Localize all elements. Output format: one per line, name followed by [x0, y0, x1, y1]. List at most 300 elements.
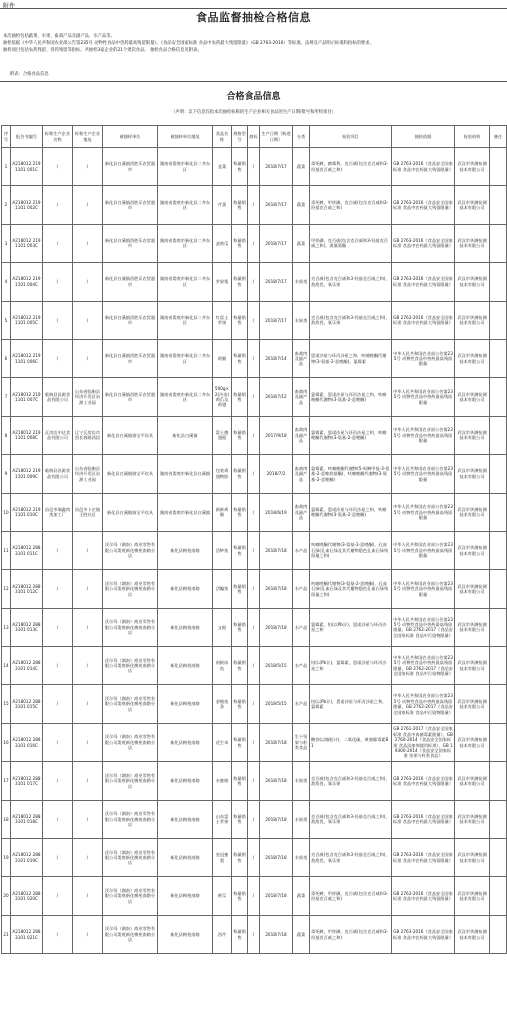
- table-cell: A218012 2191101 003C: [11, 224, 43, 262]
- table-cell: 毒死蜱，腐霉利，克百威(包含克百威和3-羟基克百威之和): [310, 148, 392, 186]
- table-cell: 武汉市华测检测技术有限公司: [455, 531, 490, 569]
- table-cell: 新化县梅苑南路: [158, 839, 213, 877]
- table-cell: 湖南省娄底市新化县白溪镇: [158, 455, 213, 493]
- table-cell: 呋喃唑酮代谢物(3-氨基-2-恶唑酮)，孔雀石绿(孔雀石绿及其代谢物隐色孔雀石绿残留量之和): [310, 531, 392, 569]
- table-cell: 3: [2, 224, 11, 262]
- table-cell: [490, 723, 507, 761]
- table-cell: /: [248, 685, 260, 723]
- table-cell: /: [73, 148, 103, 186]
- table-cell: /: [43, 224, 73, 262]
- table-header-row: [2, 126, 507, 148]
- table-cell: 新化县白溪镇西胜乐农贸超市: [103, 301, 158, 339]
- table-cell: /: [73, 224, 103, 262]
- table-row: [2, 416, 507, 454]
- table-cell: 8: [2, 416, 11, 454]
- table-cell: 新化县梅苑南路: [158, 570, 213, 608]
- table-cell: 武汉市华测检测技术有限公司: [455, 186, 490, 224]
- table-row: [2, 915, 507, 953]
- table-cell: [490, 915, 507, 953]
- table-cell: 活鳊鱼: [213, 570, 232, 608]
- table-cell: 称量销售: [232, 339, 248, 377]
- table-cell: /: [248, 915, 260, 953]
- table-cell: A218012 2191101 005C: [11, 301, 43, 339]
- table-cell: 武汉市华测检测技术有限公司: [455, 647, 490, 685]
- table-cell: 新化县白溪镇西胜乐农贸超市: [103, 263, 158, 301]
- table-cell: 沃尔玛（湖南）商业零售有限公司娄底新化梅苑南路分店: [103, 839, 158, 877]
- table-cell: 武汉市华测检测技术有限公司: [455, 263, 490, 301]
- table-cell: 生干坚果与籽类食品: [293, 723, 310, 761]
- table-cell: 毒死蜱，甲拌磷，克百威(包含克百威和3-羟基克百威之和): [310, 186, 392, 224]
- table-cell: 17: [2, 762, 11, 800]
- table-cell: /: [43, 608, 73, 646]
- table-cell: 蔬菜: [293, 148, 310, 186]
- table-cell: 21: [2, 915, 11, 953]
- table-cell: 沃尔玛（湖南）商业零售有限公司娄底新化梅苑南路分店: [103, 915, 158, 953]
- table-cell: /: [248, 263, 260, 301]
- table-cell: /: [43, 186, 73, 224]
- table-cell: 克百威(包含克百威和3-羟基克百威之和)，敌敌畏，氧乐果: [310, 263, 392, 301]
- table-cell: /: [73, 877, 103, 915]
- table-cell: 畜禽肉及副产品: [293, 416, 310, 454]
- table-row: [2, 224, 507, 262]
- table-cell: 南极冰鱼: [213, 647, 232, 685]
- table-row: [2, 455, 507, 493]
- table-cell: 新化县白溪镇西胜乐农贸超市: [103, 339, 158, 377]
- table-cell: 武汉市华测检测技术有限公司: [455, 608, 490, 646]
- table-cell: [490, 800, 507, 838]
- table-cell: /: [43, 148, 73, 186]
- table-cell: A218012 2883101 012C: [11, 570, 43, 608]
- table-cell: GB 2763-2016《食品安全国家标准 食品中农药最大残留限量》: [392, 762, 455, 800]
- table-row: [2, 531, 507, 569]
- table-cell: /: [73, 647, 103, 685]
- table-cell: GB 2763-2016《食品安全国家标准 食品中农药最大残留限量》: [392, 224, 455, 262]
- table-cell: 湖南省娄底市新化县二井东区: [158, 224, 213, 262]
- table-cell: 新化县白溪镇骆宝平炊具: [103, 416, 158, 454]
- table-cell: 沃尔玛（湖南）商业零售有限公司娄底新化梅苑南路分店: [103, 570, 158, 608]
- table-cell: [490, 301, 507, 339]
- table-cell: GB 2763-2016《食品安全国家标准 食品中农药最大残留限量》: [392, 148, 455, 186]
- table-cell: 2018/7/17: [260, 224, 293, 262]
- table-cell: /: [248, 647, 260, 685]
- attachment-label: 附表：合格食品信息: [10, 72, 49, 77]
- table-cell: 富士德翅根: [213, 416, 232, 454]
- table-cell: 沃尔玛（湖南）商业零售有限公司娄底新化梅苑南路分店: [103, 877, 158, 915]
- table-cell: 称量销售: [232, 723, 248, 761]
- table-cell: 毒死蜱，甲拌磷，克百威(包含克百威和3-羟基克百威之和): [310, 877, 392, 915]
- table-cell: 2018/7/17: [260, 148, 293, 186]
- table-cell: 10: [2, 493, 11, 531]
- column-header: 标称生产企业地址: [73, 126, 103, 148]
- table-cell: 沃尔玛（湖南）商业零售有限公司娄底新化梅苑南路分店: [103, 762, 158, 800]
- column-header: 备注: [490, 126, 507, 148]
- table-cell: 武汉市华测检测技术有限公司: [455, 493, 490, 531]
- table-cell: [490, 186, 507, 224]
- table-cell: [490, 416, 507, 454]
- table-cell: 沃尔玛（湖南）商业零售有限公司娄底新化梅苑南路分店: [103, 723, 158, 761]
- table-cell: /: [43, 762, 73, 800]
- table-cell: 新化县梅苑南路: [158, 762, 213, 800]
- table-cell: 18: [2, 800, 11, 838]
- table-cell: 韭菜: [213, 148, 232, 186]
- table-cell: 沃尔玛（湖南）商业零售有限公司娄底新化梅苑南路分店: [103, 685, 158, 723]
- table-cell: 氯霉素，呋喃唑酮代谢物(5-吗啉甲基-3-氨基-2-恶唑烷基酮)，呋喃唑酮代谢物(3-氨基-2-恶唑酮): [310, 455, 392, 493]
- table-cell: /: [73, 800, 103, 838]
- table-cell: GB 2763-2016《食品安全国家标准 食品中农药最大残留限量》: [392, 877, 455, 915]
- intro-text: [3, 33, 504, 54]
- table-cell: 武汉市华测检测技术有限公司: [455, 148, 490, 186]
- table-cell: 2018/7/18: [260, 531, 293, 569]
- intro-line: 抽检依据《中华人民共和国农业部公告第235号 动物性食品中兽药最高残留限量》、《食品安全国家标准 食品中农药最大残留限量》（GB 2763-2016）等标准。法规及产品明示标准和指标的要求。: [3, 41, 374, 46]
- table-cell: 武汉市华测检测技术有限公司: [455, 455, 490, 493]
- table-cell: [490, 339, 507, 377]
- table-cell: [490, 839, 507, 877]
- table-cell: 称量销售: [232, 148, 248, 186]
- table-cell: 氯霉素，恩诺沙星与环丙沙星之和，呋喃唑酮代谢物(3-氨基-2-恶唑酮): [310, 378, 392, 416]
- table-cell: A218012 2883101 011C: [11, 531, 43, 569]
- table-cell: 苹果梨: [213, 263, 232, 301]
- table-cell: GB 2763-2016《食品安全国家标准 食品中农药最大残留限量》: [392, 800, 455, 838]
- table-cell: /: [43, 800, 73, 838]
- table-cell: 2017/9/18: [260, 416, 293, 454]
- table-cell: 凌黄瓜: [213, 224, 232, 262]
- table-cell: 武汉市华测检测技术有限公司: [455, 877, 490, 915]
- column-header: 食品名称: [213, 126, 232, 148]
- table-cell: 铅(以Pb计)，氯霉素，恩诺沙星与环丙沙星之和: [310, 647, 392, 685]
- table-cell: 称量销售: [232, 608, 248, 646]
- section-divider: [0, 81, 507, 82]
- table-cell: A218012 2883101 014C: [11, 647, 43, 685]
- table-cell: /: [248, 455, 260, 493]
- table-cell: 氯霉素，铅(以Pb计)，恩诺沙星与环丙沙星之和: [310, 608, 392, 646]
- table-cell: [490, 455, 507, 493]
- table-cell: 水产品: [293, 647, 310, 685]
- table-cell: /: [248, 570, 260, 608]
- table-cell: 中华人民共和国农业部公告第235号 动物性食品中兽药最高残留限量: [392, 531, 455, 569]
- table-cell: 2018/6/19: [260, 493, 293, 531]
- column-header: 序号: [2, 126, 11, 148]
- table-cell: 活鲈鱼: [213, 531, 232, 569]
- table-cell: 水果类: [293, 762, 310, 800]
- document-title: 食品监督抽检合格信息: [196, 11, 311, 24]
- table-cell: /: [248, 186, 260, 224]
- table-cell: 13: [2, 608, 11, 646]
- table-cell: /: [248, 339, 260, 377]
- column-header: 生产日期（购进日期）: [260, 126, 293, 148]
- table-cell: 水产品: [293, 531, 310, 569]
- table-cell: 畜禽肉及副产品: [293, 339, 310, 377]
- table-cell: [490, 263, 507, 301]
- table-cell: 芹菜: [213, 186, 232, 224]
- table-cell: 6: [2, 339, 11, 377]
- qualified-food-table: [1, 125, 507, 954]
- table-cell: /: [73, 186, 103, 224]
- table-cell: /: [43, 301, 73, 339]
- table-cell: 湖南省娄底市新化县二井东区: [158, 339, 213, 377]
- table-cell: 新化县梅苑南路: [158, 531, 213, 569]
- table-cell: 武汉市华测检测技术有限公司: [455, 723, 490, 761]
- table-cell: 湖南省娄底市新化县二井东区: [158, 148, 213, 186]
- column-header: 被抽样单位: [103, 126, 158, 148]
- table-cell: GB 2763-2016《食品安全国家标准 食品中农药最大残留限量》: [392, 301, 455, 339]
- table-cell: 湖南省娄底市新化县二井东区: [158, 378, 213, 416]
- table-cell: 称量销售: [232, 416, 248, 454]
- table-cell: 新化县梅苑南路: [158, 800, 213, 838]
- table-cell: 2018/7/18: [260, 608, 293, 646]
- table-row: [2, 570, 507, 608]
- table-cell: A218012 2883101 018C: [11, 800, 43, 838]
- table-cell: 9: [2, 455, 11, 493]
- table-cell: 20: [2, 877, 11, 915]
- table-cell: 称量销售: [232, 263, 248, 301]
- table-cell: 武汉市华测检测技术有限公司: [455, 339, 490, 377]
- table-cell: 中华人民共和国农业部公告第235号 动物性食品中兽药最高残留限量: [392, 378, 455, 416]
- table-cell: 沃尔玛（湖南）商业零售有限公司娄底新化梅苑南路分店: [103, 647, 158, 685]
- table-cell: 新化县白溪镇西胜乐农贸超市: [103, 186, 158, 224]
- table-cell: 山东省临朐县经济开发区冶源工业园: [73, 455, 103, 493]
- table-cell: 新化县白溪镇西胜乐农贸超市: [103, 378, 158, 416]
- table-cell: A218012 2883101 015C: [11, 685, 43, 723]
- table-cell: 称量销售: [232, 186, 248, 224]
- table-row: [2, 800, 507, 838]
- table-cell: /: [73, 839, 103, 877]
- table-cell: 中华人民共和国农业部公告第235号 动物性食品中兽药最高残留限量，GB 2762-2017《食品安全国家标准 食品中污染物限量》: [392, 647, 455, 685]
- table-cell: 金鲳鱼条: [213, 685, 232, 723]
- column-header: 报告书编号: [11, 126, 43, 148]
- table-cell: 武汉市华测检测技术有限公司: [455, 685, 490, 723]
- table-cell: 湖南省娄底市新化县二井东区: [158, 263, 213, 301]
- table-cell: 称量销售: [232, 531, 248, 569]
- table-cell: 蔬菜: [293, 915, 310, 953]
- table-cell: 2018/7/18: [260, 839, 293, 877]
- table-cell: 12: [2, 570, 11, 608]
- table-cell: 黄瓜: [213, 877, 232, 915]
- table-body: [2, 148, 507, 954]
- table-cell: A218012 2883101 013C: [11, 608, 43, 646]
- table-cell: /: [43, 263, 73, 301]
- table-cell: 沃尔玛（湖南）商业零售有限公司娄底新化梅苑南路分店: [103, 800, 158, 838]
- table-cell: /: [248, 378, 260, 416]
- table-cell: 2018/5/15: [260, 685, 293, 723]
- table-cell: [490, 224, 507, 262]
- table-cell: 中华人民共和国农业部公告第235号 动物性食品中兽药最高残留限量，GB 2762-2017《食品安全国家标准 食品中污染物限量》: [392, 608, 455, 646]
- table-cell: A218012 2883101 016C: [11, 723, 43, 761]
- table-cell: /: [73, 263, 103, 301]
- table-cell: 蔬菜: [293, 224, 310, 262]
- table-cell: 7: [2, 378, 11, 416]
- section-title: 合格食品信息: [226, 92, 281, 102]
- table-cell: [490, 762, 507, 800]
- table-cell: 克百威(包含克百威和3-羟基克百威之和)，敌敌畏，氧乐果: [310, 301, 392, 339]
- table-cell: 武汉市华测检测技术有限公司: [455, 800, 490, 838]
- table-cell: 新化县白溪镇西胜乐农贸超市: [103, 224, 158, 262]
- table-cell: 文蛤: [213, 608, 232, 646]
- column-header: 抽检依据: [392, 126, 455, 148]
- table-cell: 新化县梅苑南路: [158, 647, 213, 685]
- table-cell: 5: [2, 301, 11, 339]
- table-cell: 中华人民共和国农业部公告第235号 动物性食品中兽药最高残留限量: [392, 416, 455, 454]
- table-cell: 包装鸡翅鸭胗: [213, 455, 232, 493]
- table-cell: 氯霉素，恩诺沙星与环丙沙星之和，呋喃唑酮代谢物(3-氨基-2-恶唑酮): [310, 416, 392, 454]
- column-header: 分类: [293, 126, 310, 148]
- table-cell: 新化县白溪镇骆宝平炊具: [103, 455, 158, 493]
- table-cell: A218012 2883101 019C: [11, 839, 43, 877]
- table-cell: 沃尔玛（湖南）商业零售有限公司娄底新化梅苑南路分店: [103, 531, 158, 569]
- table-cell: 2: [2, 186, 11, 224]
- table-row: [2, 647, 507, 685]
- table-cell: 19: [2, 839, 11, 877]
- table-cell: 500g×2(冷冻)鸡爪及鸡翅: [213, 378, 232, 416]
- table-cell: /: [248, 531, 260, 569]
- table-cell: A218012 2191101 008C: [11, 416, 43, 454]
- table-cell: 15: [2, 685, 11, 723]
- table-cell: /: [248, 877, 260, 915]
- table-cell: [490, 493, 507, 531]
- table-row: [2, 148, 507, 186]
- table-cell: 称量销售: [232, 301, 248, 339]
- table-cell: 甲拌磷，克百威(包含克百威和3-羟基克百威之和)，溴氰菊酯: [310, 224, 392, 262]
- table-cell: 2018/7/18: [260, 915, 293, 953]
- table-cell: 武汉市华测检测技术有限公司: [455, 915, 490, 953]
- table-cell: [490, 570, 507, 608]
- table-cell: 红富士苹果: [213, 301, 232, 339]
- table-cell: GB 2761-2017《食品安全国家标准 食品中真菌毒素限量》，GB 2760-2014《食品安全国家标准 食品添加剂使用标准》，GB 19300-2014《食品安全国家标准 坚果与籽类食品》: [392, 723, 455, 761]
- table-cell: 水产品: [293, 570, 310, 608]
- table-cell: /: [43, 877, 73, 915]
- table-cell: /: [248, 800, 260, 838]
- table-cell: 新化县梅苑南路: [158, 685, 213, 723]
- intro-line: 抽检项目包括农药残留、兽药残留等指标。共抽检3家企业的21个批次食品。 抽检食品合格信息见附表。: [3, 48, 202, 53]
- table-cell: /: [248, 416, 260, 454]
- table-cell: /: [43, 531, 73, 569]
- table-cell: 昌邑市卜庄镇王胜社区: [73, 493, 103, 531]
- table-cell: 2018/7/18: [260, 877, 293, 915]
- table-cell: GB 2763-2016《食品安全国家标准 食品中农药最大残留限量》: [392, 915, 455, 953]
- table-cell: 新化县梅苑南路: [158, 877, 213, 915]
- table-cell: 蔬菜: [293, 186, 310, 224]
- table-cell: /: [73, 723, 103, 761]
- table-cell: 称量销售: [232, 224, 248, 262]
- table-cell: /: [73, 762, 103, 800]
- table-cell: 武汉市华测检测技术有限公司: [455, 416, 490, 454]
- table-cell: 2018/7/17: [260, 186, 293, 224]
- table-cell: 2018/5/15: [260, 647, 293, 685]
- table-cell: GB 2763-2016《食品安全国家标准 食品中农药最大残留限量》: [392, 839, 455, 877]
- table-cell: 酸价(以脂肪计)，二氧化硫，黄曲霉毒素B1: [310, 723, 392, 761]
- table-cell: A218012 2883101 021C: [11, 915, 43, 953]
- table-cell: A218012 2191101 006C: [11, 339, 43, 377]
- table-cell: /: [73, 301, 103, 339]
- table-cell: 畜禽肉及副产品: [293, 493, 310, 531]
- table-cell: /: [43, 339, 73, 377]
- table-row: [2, 186, 507, 224]
- table-cell: 山东富士苹果: [213, 800, 232, 838]
- table-cell: 新化县梅苑南路: [158, 723, 213, 761]
- table-cell: 中华人民共和国农业部公告第235号 动物性食品中兽药最高残留限量: [392, 455, 455, 493]
- table-cell: 水产品: [293, 608, 310, 646]
- table-cell: /: [248, 762, 260, 800]
- table-cell: 2018/7/18: [260, 570, 293, 608]
- table-cell: /: [248, 839, 260, 877]
- table-cell: /: [248, 224, 260, 262]
- table-cell: 蔬菜: [293, 877, 310, 915]
- table-cell: A218012 2191101 007C: [11, 378, 43, 416]
- table-cell: [490, 877, 507, 915]
- table-row: [2, 723, 507, 761]
- column-header: 标称生产企业名称: [43, 126, 73, 148]
- table-cell: 称量销售: [232, 570, 248, 608]
- table-cell: 中华人民共和国农业部公告第235号 动物性食品中兽药最高残留限量: [392, 339, 455, 377]
- table-cell: 新鲜鸡腿: [213, 493, 232, 531]
- table-cell: 昌邑市瑞鑫肉类加工厂: [43, 493, 73, 531]
- table-cell: [490, 647, 507, 685]
- table-cell: 中华人民共和国农业部公告第235号 动物性食品中兽药最高残留限量: [392, 493, 455, 531]
- table-cell: 克百威(包含克百威和3-羟基克百威之和)，敌敌畏，氧乐果: [310, 762, 392, 800]
- table-cell: 沃尔玛（湖南）商业零售有限公司娄底新化梅苑南路分店: [103, 608, 158, 646]
- table-cell: /: [73, 915, 103, 953]
- table-cell: 铅(以Pb计)，恩诺沙星与环丙沙星之和，氯霉素: [310, 685, 392, 723]
- table-cell: 水果类: [293, 800, 310, 838]
- table-cell: A218012 2191101 001C: [11, 148, 43, 186]
- table-cell: 新化县梅苑南路: [158, 915, 213, 953]
- table-cell: 武汉市华测检测技术有限公司: [455, 378, 490, 416]
- table-row: [2, 685, 507, 723]
- table-cell: /: [248, 301, 260, 339]
- table-cell: 2018/7/18: [260, 723, 293, 761]
- table-cell: 称量销售: [232, 685, 248, 723]
- table-cell: 2018/7/12: [260, 378, 293, 416]
- table-cell: 中华人民共和国农业部公告第235号 动物性食品中兽药最高残留限量: [392, 570, 455, 608]
- table-cell: 武汉市华测检测技术有限公司: [455, 224, 490, 262]
- intro-line: 本次抽检包括蔬菜、水果、畜禽产品及副产品、水产品等。: [3, 34, 115, 39]
- table-cell: 1: [2, 148, 11, 186]
- table-cell: 称量销售: [232, 877, 248, 915]
- table-cell: 克百威(包含克百威和3-羟基克百威之和)，敌敌畏，氧乐果: [310, 839, 392, 877]
- table-cell: [490, 685, 507, 723]
- table-row: [2, 608, 507, 646]
- table-cell: 鸡腿: [213, 339, 232, 377]
- column-header: 规格型号: [232, 126, 248, 148]
- table-cell: 呋喃唑酮代谢物(3-氨基-2-恶唑酮)，孔雀石绿(孔雀石绿及其代谢物隐色孔雀石绿残留量之和): [310, 570, 392, 608]
- table-cell: [490, 608, 507, 646]
- table-cell: 畜禽肉及副产品: [293, 378, 310, 416]
- table-cell: 湖南省娄底市新化县白溪镇: [158, 493, 213, 531]
- table-cell: /: [43, 839, 73, 877]
- table-cell: 水果类: [293, 263, 310, 301]
- table-cell: 2018/7/17: [260, 263, 293, 301]
- table-cell: /: [43, 570, 73, 608]
- table-row: [2, 339, 507, 377]
- table-cell: /: [73, 339, 103, 377]
- table-cell: 新化县白溪镇骆宝平炊具: [103, 493, 158, 531]
- table-row: [2, 493, 507, 531]
- table-cell: 2018/7/17: [260, 301, 293, 339]
- table-cell: 水果类: [293, 301, 310, 339]
- table-cell: 临朐县昌源食品有限公司: [43, 378, 73, 416]
- table-cell: /: [43, 685, 73, 723]
- table-cell: 2018/7/2: [260, 455, 293, 493]
- table-cell: 瓦房店中达食品有限公司: [43, 416, 73, 454]
- table-cell: /: [43, 723, 73, 761]
- table-cell: 11: [2, 531, 11, 569]
- table-cell: 2018/7/14: [260, 339, 293, 377]
- table-cell: 辽宁瓦房店市西长春路西段: [73, 416, 103, 454]
- column-header: 检验项目: [310, 126, 392, 148]
- table-cell: 临朐县昌源食品有限公司: [43, 455, 73, 493]
- table-cell: /: [73, 531, 103, 569]
- table-cell: 称量销售: [232, 455, 248, 493]
- column-header: 商标: [248, 126, 260, 148]
